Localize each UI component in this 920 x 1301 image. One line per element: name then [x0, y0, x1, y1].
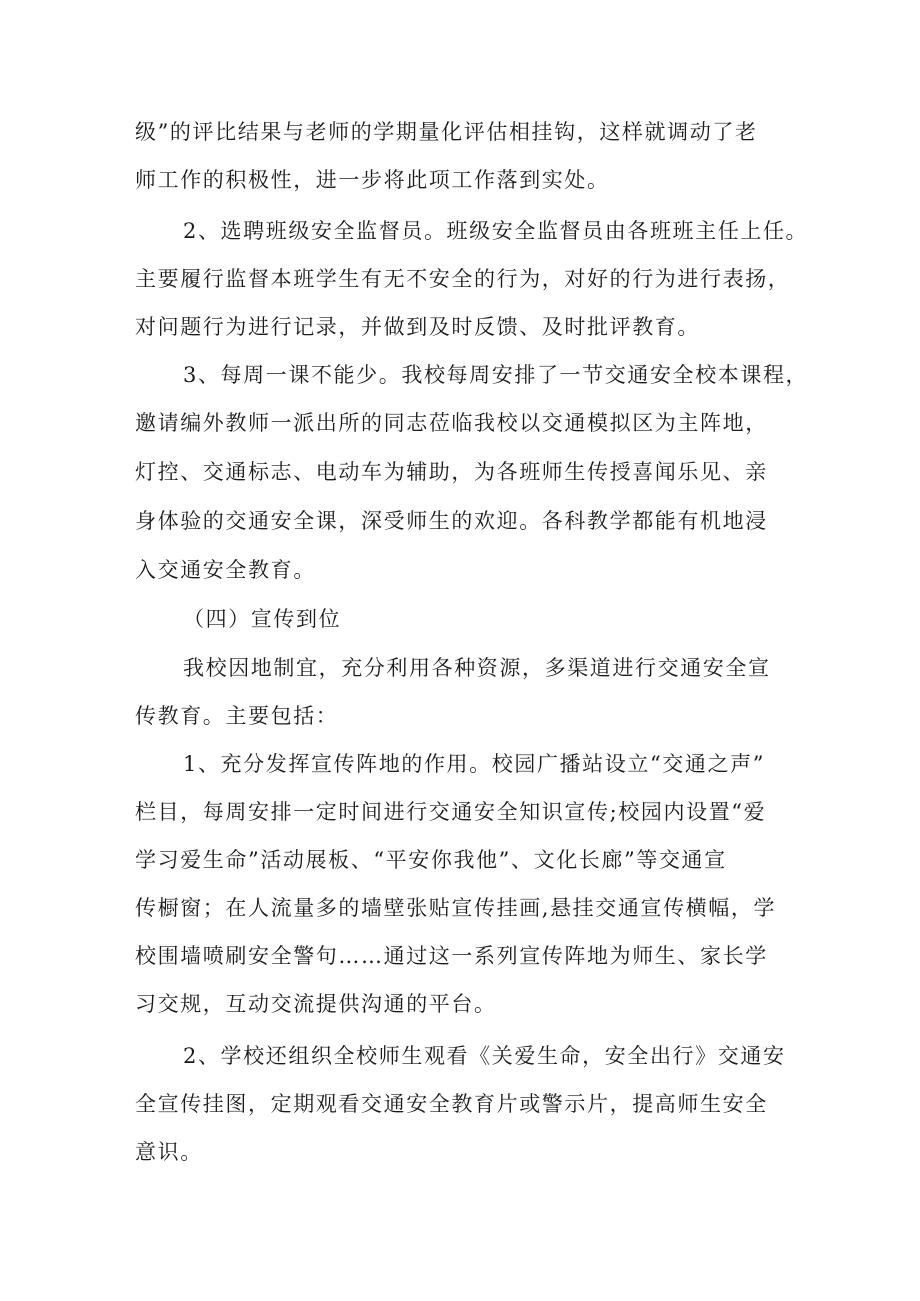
- text-line: 邀请编外教师一派出所的同志莅临我校以交通模拟区为主阵地，: [135, 411, 768, 435]
- text-line: 意识。: [135, 1140, 203, 1164]
- text-line: 身体验的交通安全课，深受师生的欢迎。各科教学都能有机地浸: [135, 509, 768, 533]
- text-line: 栏目，每周安排一定时间进行交通安全知识宣传;校园内设置“爱: [135, 800, 767, 824]
- section-heading: （四）宣传到位: [183, 607, 342, 631]
- text-line: 对问题行为进行记录，并做到及时反馈、及时批评教育。: [135, 315, 700, 339]
- text-line: 全宣传挂图，定期观看交通安全教育片或警示片，提高师生安全: [135, 1092, 768, 1116]
- text-line: 2、选聘班级安全监督员。班级安全监督员由各班班主任上任。: [183, 219, 809, 243]
- text-line: 3、每周一课不能少。我校每周安排了一节交通安全校本课程，: [183, 363, 809, 387]
- text-line: 校围墙喷刷安全警句……通过这一系列宣传阵地为师生、家长学: [135, 944, 768, 968]
- text-line: 2、学校还组织全校师生观看《关爱生命，安全出行》交通安: [183, 1044, 786, 1068]
- text-line: 主要履行监督本班学生有无不安全的行为，对好的行为进行表扬，: [135, 267, 791, 291]
- text-line: 传教育。主要包括：: [135, 704, 339, 728]
- text-line: 学习爱生命”活动展板、“平安你我他”、文化长廊”等交通宣: [135, 848, 727, 872]
- text-line: 1、充分发挥宣传阵地的作用。校园广播站设立“交通之声”: [183, 752, 766, 776]
- text-line: 灯控、交通标志、电动车为辅助，为各班师生传授喜闻乐见、亲: [135, 460, 768, 484]
- text-line: 习交规，互动交流提供沟通的平台。: [135, 992, 497, 1016]
- text-line: 师工作的积极性，进一步将此项工作落到实处。: [135, 168, 610, 192]
- text-line: 级”的评比结果与老师的学期量化评估相挂钩，这样就调动了老: [135, 120, 758, 144]
- text-line: 入交通安全教育。: [135, 558, 316, 582]
- text-line: 传橱窗；在人流量多的墙壁张贴宣传挂画,悬挂交通宣传横幅，学: [135, 896, 777, 920]
- text-line: 我校因地制宜，充分利用各种资源，多渠道进行交通安全宣: [183, 656, 771, 680]
